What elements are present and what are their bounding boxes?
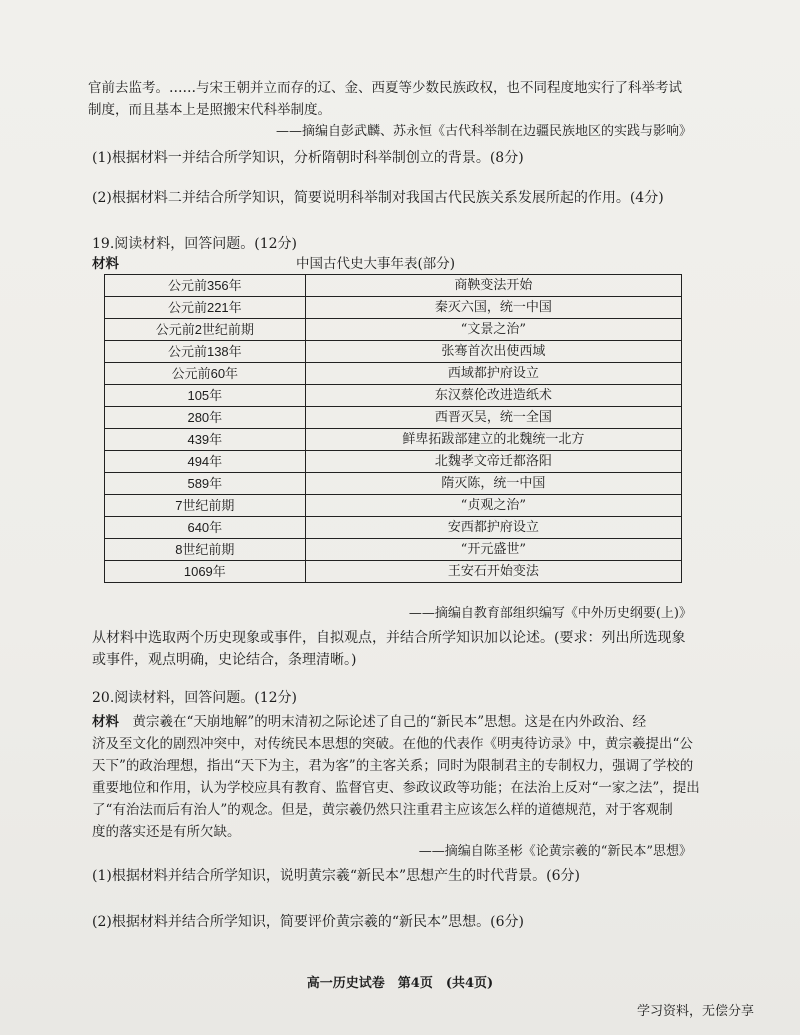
chronology-table xyxy=(104,274,682,583)
page-footer: 高一历史试卷 第4页 (共4页) xyxy=(306,976,494,991)
table-row xyxy=(105,363,682,385)
table-cell-year: 公元前2世纪前期 xyxy=(105,319,306,341)
question-20-2: (2)根据材料并结合所学知识，简要评价黄宗羲的“新民本”思想。(6分) xyxy=(92,914,524,930)
table-cell-year: 8世纪前期 xyxy=(105,539,306,561)
table-cell-year: 105年 xyxy=(105,385,306,407)
question-20-source: ——摘编自陈圣彬《论黄宗羲的“新民本”思想》 xyxy=(418,844,692,859)
table-row xyxy=(105,275,682,297)
table-row xyxy=(105,495,682,517)
question-19-heading: 19.阅读材料，回答问题。(12分) xyxy=(92,236,298,252)
table-row xyxy=(105,517,682,539)
table-cell-year: 7世纪前期 xyxy=(105,495,306,517)
table-cell-year: 439年 xyxy=(105,429,306,451)
table-row xyxy=(105,451,682,473)
table-row xyxy=(105,539,682,561)
table-row xyxy=(105,407,682,429)
table-cell-event: “贞观之治” xyxy=(305,495,681,517)
table-cell-event: “开元盛世” xyxy=(305,539,681,561)
question-20-material-line5: 了“有治法而后有治人”的观念。但是，黄宗羲仍然只注重君主应该怎么样的道德规范，对于客观制 xyxy=(92,802,673,818)
material-source: ——摘编自彭武麟、苏永恒《古代科举制在边疆民族地区的实践与影响》 xyxy=(275,124,692,139)
question-20-material-line6: 度的落实还是有所欠缺。 xyxy=(92,824,241,840)
question-19-prompt-line1: 从材料中选取两个历史现象或事件，自拟观点，并结合所学知识加以论述。(要求：列出所选现象 xyxy=(92,630,686,646)
question-20-material-line4: 重要地位和作用，认为学校应具有教育、监督官吏、参政议政等功能；在法治上反对“一家之法”，提出 xyxy=(92,780,700,796)
table-cell-year: 公元前356年 xyxy=(105,275,306,297)
table-cell-event: 张骞首次出使西域 xyxy=(305,341,681,363)
question-19-material-label: 材料 xyxy=(92,256,119,272)
table-cell-event: “文景之治” xyxy=(305,319,681,341)
table-row xyxy=(105,319,682,341)
question-18-1: (1)根据材料一并结合所学知识，分析隋朝时科举制创立的背景。(8分) xyxy=(92,150,524,166)
table-cell-event: 鲜卑拓跋部建立的北魏统一北方 xyxy=(305,429,681,451)
table-row xyxy=(105,297,682,319)
material-continuation-line1: 官前去监考。……与宋王朝并立而存的辽、金、西夏等少数民族政权，也不同程度地实行了科举考试 xyxy=(88,80,682,96)
material-continuation-line2: 制度，而且基本上是照搬宋代科举制度。 xyxy=(88,102,331,118)
table-cell-event: 王安石开始变法 xyxy=(305,561,681,583)
table-row xyxy=(105,429,682,451)
table-cell-event: 商鞅变法开始 xyxy=(305,275,681,297)
table-row xyxy=(105,385,682,407)
question-20-material-label: 材料 xyxy=(92,714,119,730)
table-title: 中国古代史大事年表(部分) xyxy=(296,256,456,272)
table-row xyxy=(105,341,682,363)
table-cell-year: 公元前221年 xyxy=(105,297,306,319)
table-cell-event: 西域都护府设立 xyxy=(305,363,681,385)
table-cell-year: 494年 xyxy=(105,451,306,473)
table-cell-event: 东汉蔡伦改进造纸术 xyxy=(305,385,681,407)
table-cell-event: 隋灭陈，统一中国 xyxy=(305,473,681,495)
question-20-heading: 20.阅读材料，回答问题。(12分) xyxy=(92,690,298,706)
table-cell-year: 公元前138年 xyxy=(105,341,306,363)
table-cell-event: 秦灭六国，统一中国 xyxy=(305,297,681,319)
table-cell-event: 西晋灭吴，统一全国 xyxy=(305,407,681,429)
question-20-material xyxy=(92,712,646,732)
question-20-material-line3: 天下”的政治理想，指出“天下为主，君为客”的主客关系；同时为限制君主的专制权力，强调了学校的 xyxy=(92,758,694,774)
table-cell-year: 1069年 xyxy=(105,561,306,583)
table-cell-year: 公元前60年 xyxy=(105,363,306,385)
question-20-1: (1)根据材料并结合所学知识，说明黄宗羲“新民本”思想产生的时代背景。(6分) xyxy=(92,868,580,884)
question-20-material-line1: 黄宗羲在“天崩地解”的明末清初之际论述了自己的“新民本”思想。这是在内外政治、经 xyxy=(132,714,647,730)
table-row xyxy=(105,473,682,495)
table-cell-year: 640年 xyxy=(105,517,306,539)
table-source: ——摘编自教育部组织编写《中外历史纲要(上)》 xyxy=(408,606,692,621)
table-row xyxy=(105,561,682,583)
table-cell-year: 589年 xyxy=(105,473,306,495)
corner-note: 学习资料，无偿分享 xyxy=(636,1003,754,1018)
question-19-prompt-line2: 或事件，观点明确，史论结合，条理清晰。) xyxy=(92,652,357,668)
question-20-material-line2: 济及至文化的剧烈冲突中，对传统民本思想的突破。在他的代表作《明夷待访录》中，黄宗羲提出“公 xyxy=(92,736,693,752)
table-cell-year: 280年 xyxy=(105,407,306,429)
table-cell-event: 北魏孝文帝迁都洛阳 xyxy=(305,451,681,473)
table-cell-event: 安西都护府设立 xyxy=(305,517,681,539)
chronology-table-body xyxy=(105,275,682,583)
question-18-2: (2)根据材料二并结合所学知识，简要说明科举制对我国古代民族关系发展所起的作用。(4分) xyxy=(92,190,664,206)
